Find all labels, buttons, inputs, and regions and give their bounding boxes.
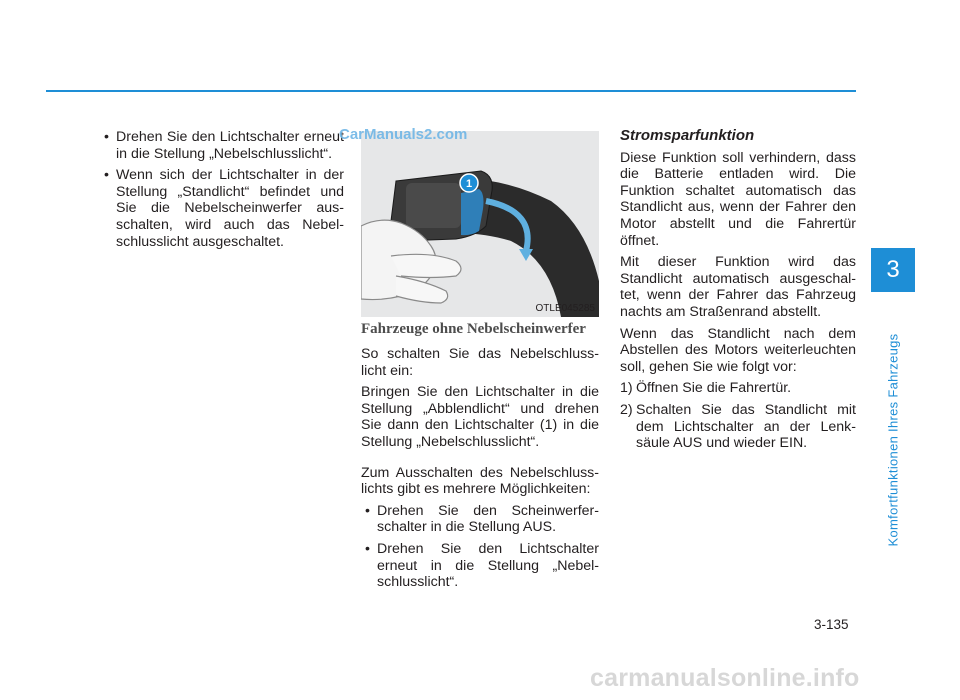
paragraph: Wenn das Standlicht nach dem Abstellen des Motors weiterleuchten soll, gehen Sie wie folgt vor: [620,325,856,375]
figure-caption: OTLE045285 [535,303,595,314]
light-switch-illustration [361,131,599,317]
paragraph: Diese Funktion soll verhindern, dass die Batterie entladen wird. Die Funktion schaltet automatisch das Standlicht aus, wenn der Fahrer den Motor abstellt und die Fahrertür öffnet. [620,149,856,249]
footer-watermark: carmanualsonline.info [590,664,860,692]
header-rule [46,90,856,92]
column-left [100,129,344,255]
paragraph: Bringen Sie den Lichtschalter in die Stellung „Abblendlicht“ und drehen Sie dann den Lichtschalter (1) in die Stellung „Nebelschlusslicht“. [361,384,599,450]
paragraph: So schalten Sie das Nebelschluss- licht ein: [361,346,599,379]
step-item: 2) Schalten Sie das Standlicht mit dem Lichtschalter an der Lenk- säule AUS und wieder EIN. [620,401,856,452]
bullet-item: • Drehen Sie den Scheinwerfer- schalter in die Stellung AUS. [361,503,599,536]
step-item: 1) Öffnen Sie die Fahrertür. [620,380,792,397]
paragraph: Zum Ausschalten des Nebelschluss- lichts gibt es mehrere Möglichkeiten: [361,464,599,498]
section-heading: Stromsparfunktion [620,127,755,144]
chapter-number-tab: 3 [871,248,915,292]
callout-number: 1 [465,178,473,190]
column-right [620,128,856,457]
paragraph: Mit dieser Funktion wird das Standlicht automatisch ausgeschal- tet, wenn der Fahrer das Fahrzeug nachts am Straßenrand abstellt. [620,254,856,320]
bullet-item: • Drehen Sie den Lichtschalter erneut in die Stellung „Nebel- schlusslicht“. [361,541,599,591]
section-heading: Fahrzeuge ohne Nebelscheinwerfer [361,321,586,337]
steering-column-switch-image [361,131,599,317]
bullet-item: • Drehen Sie den Lichtschalter erneut in die Stellung „Nebelschlusslicht“. [100,129,344,162]
column-middle [361,346,599,596]
chapter-title: Komfortfunktionen Ihres Fahrzeugs [885,333,901,547]
watermark-logo: CarManuals2.com [339,126,468,143]
page-number: 3-135 [814,617,849,632]
bullet-item: • Wenn sich der Lichtschalter in der Stellung „Standlicht“ befindet und Sie die Nebelscheinwerfer aus- schalten, wird auch das Nebel- schlusslicht ausgeschaltet. [100,167,344,250]
